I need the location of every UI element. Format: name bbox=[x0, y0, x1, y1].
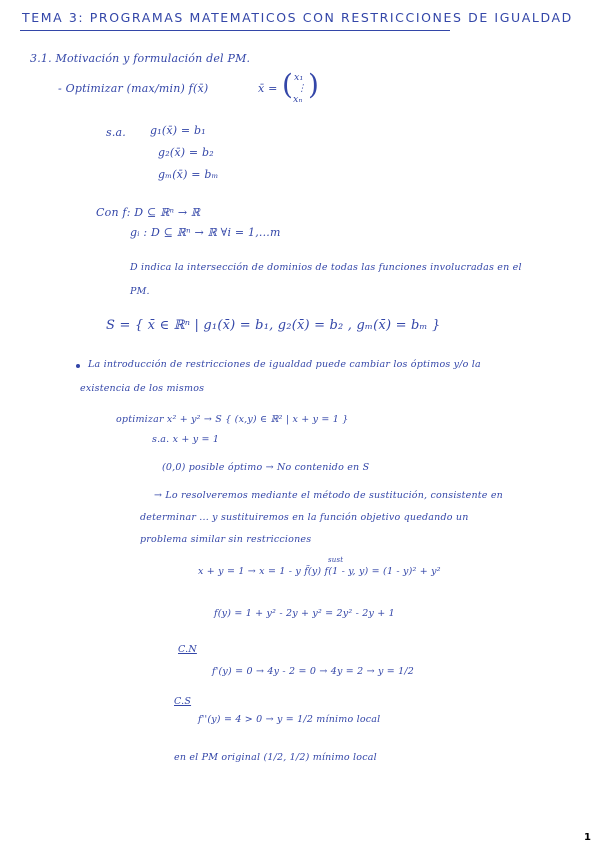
constraint-1: g₁(x̄) = b₁ bbox=[150, 124, 206, 137]
method-line-1: → Lo resolveremos mediante el método de sustitución, consistente en bbox=[154, 490, 503, 501]
vector-right-paren: ) bbox=[308, 68, 319, 101]
domain-def-g: gᵢ : D ⊆ ℝⁿ → ℝ ∀i = 1,...m bbox=[130, 226, 281, 239]
constraint-m: gₘ(x̄) = bₘ bbox=[158, 168, 219, 181]
method-line-3: problema similar sin restricciones bbox=[140, 534, 312, 545]
vector-entry-3: xₙ bbox=[293, 94, 303, 105]
title-underline bbox=[20, 30, 450, 31]
example-objective: optimizar x² + y² → S { (x,y) ∈ ℝ² | x + y = 1 } bbox=[116, 414, 349, 425]
domain-def-f: Con f: D ⊆ ℝⁿ → ℝ bbox=[96, 206, 201, 219]
subject-to-label: s.a. bbox=[106, 126, 126, 139]
substitution-annotation: sust bbox=[328, 556, 344, 564]
possible-optimum: (0,0) posible óptimo → No contenido en S bbox=[162, 462, 370, 473]
function-expansion: f(y) = 1 + y² - 2y + y² = 2y² - 2y + 1 bbox=[214, 608, 395, 619]
constraint-2: g₂(x̄) = b₂ bbox=[158, 146, 214, 159]
necessary-condition: f'(y) = 0 → 4y - 2 = 0 → 4y = 2 → y = 1/2 bbox=[212, 666, 415, 677]
sufficient-condition: f''(y) = 4 > 0 → y = 1/2 mínimo local bbox=[198, 714, 381, 725]
conclusion-line: en el PM original (1/2, 1/2) mínimo local bbox=[174, 752, 377, 763]
vector-left-paren: ( bbox=[282, 68, 293, 101]
domain-note-line-1: D indica la intersección de dominios de todas las funciones involucradas en el bbox=[130, 262, 522, 273]
page-number: 1 bbox=[584, 832, 591, 843]
remark-line-1: La introducción de restricciones de igualdad puede cambiar los óptimos y/o la bbox=[88, 359, 481, 370]
remark-line-2: existencia de los mismos bbox=[80, 383, 205, 394]
feasible-set: S = { x̄ ∈ ℝⁿ | g₁(x̄) = b₁, g₂(x̄) = b₂ , gₘ(x̄) = bₘ } bbox=[106, 318, 441, 333]
optimize-line: - Optimizar (max/min) f(x̄) bbox=[58, 82, 209, 95]
example-constraint: s.a. x + y = 1 bbox=[152, 434, 220, 445]
page-title: TEMA 3: PROGRAMAS MATEMATICOS CON RESTRICCIONES DE IGUALDAD bbox=[22, 10, 573, 25]
domain-note-line-2: PM. bbox=[130, 286, 150, 297]
vector-lhs: x̄ = bbox=[258, 82, 278, 95]
necessary-condition-label: C.N bbox=[178, 644, 197, 655]
substitution-line: x + y = 1 → x = 1 - y f̃(y) f(1 - y, y) = (1 - y)² + y² bbox=[198, 566, 441, 577]
section-heading: 3.1. Motivación y formulación del PM. bbox=[30, 52, 251, 65]
method-line-2: determinar ... y sustituiremos en la función objetivo quedando un bbox=[140, 512, 469, 523]
sufficient-condition-label: C.S bbox=[174, 696, 192, 707]
bullet-dot bbox=[76, 364, 80, 368]
vector-entry-2: ⋮ bbox=[297, 83, 307, 94]
vector-entry-1: x₁ bbox=[294, 72, 304, 83]
